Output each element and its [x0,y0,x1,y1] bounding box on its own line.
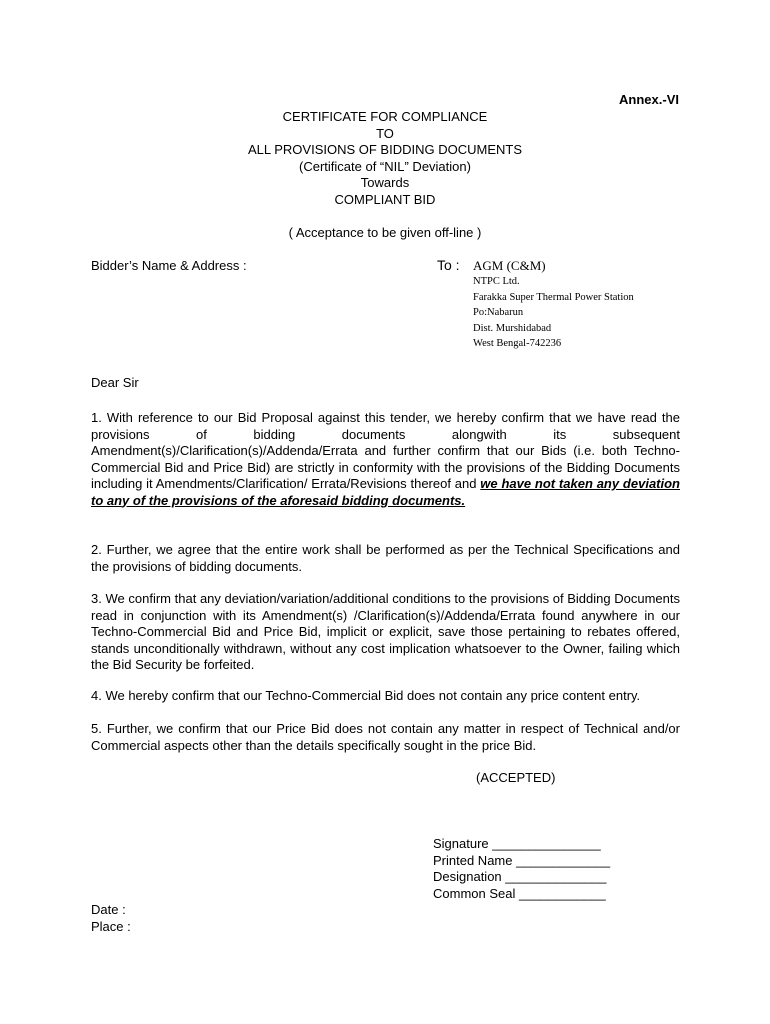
title-line: ALL PROVISIONS OF BIDDING DOCUMENTS [247,142,522,157]
paragraph-1-text: 1. With reference to our Bid Proposal against this tender, we hereby confirm that we have read the provisions of bidding documents alongwith its subsequent Amendment(s)/Clarification(s)/Addenda/Errata and further confirm that our Bids (i.e. both Techno-Commercial Bid and Price Bid) are strictly in conformity with the provisions of the Bidding Documents including it Amendments/Clarification/ Errata/Revisions thereof and [91,410,680,491]
paragraph-5: 5. Further, we confirm that our Price Bid does not contain any matter in respect of Technical and/or Commercial aspects other than the details specifically sought in the price Bid. [91,721,680,753]
certificate-title [0,109,770,208]
place-label: Place : [91,918,131,934]
common-seal-line: Common Seal ____________ [433,885,606,901]
address-line: NTPC Ltd. [473,276,520,287]
salutation: Dear Sir [91,375,139,390]
bidder-name-address-label: Bidder’s Name & Address : [91,258,247,273]
paragraph-4: 4. We hereby confirm that our Techno-Commercial Bid does not contain any price content entry. [91,688,641,703]
title-line: TO [376,125,394,141]
date-place-block [91,902,131,935]
title-line: CERTIFICATE FOR COMPLIANCE [282,109,488,124]
address-line: Farakka Super Thermal Power Station [473,291,634,303]
to-label: To : [437,257,460,273]
date-label: Date : [91,902,126,917]
title-line: Towards [360,175,410,190]
paragraph-3: 3. We confirm that any deviation/variation/additional conditions to the provisions of Bidding Documents read in conjunction with its Amendment(s) /Clarification(s)/Addenda/Errata found anywhere in our Techno-Commercial Bid and Price Bid, implicit or explicit, save those pertaining to rebates offered, stands unconditionally withdrawn, without any cost implication whatsoever to the Owner, failing which the Bid Security be forfeited. [91,591,680,672]
recipient-address [473,274,634,352]
printed-name-line: Printed Name _____________ [433,852,611,868]
annex-label: Annex.-VI [619,92,679,107]
offline-note: ( Acceptance to be given off-line ) [288,225,482,240]
title-line: (Certificate of “NIL” Deviation) [299,158,471,174]
recipient-name: AGM (C&M) [473,258,546,273]
address-line: Dist. Murshidabad [473,322,552,334]
accepted-label: (ACCEPTED) [476,770,556,785]
address-line: West Bengal-742236 [473,338,562,349]
title-line: COMPLIANT BID [334,191,436,207]
paragraph-1 [91,410,680,509]
designation-line: Designation ______________ [433,869,607,884]
paragraph-1-emphasis: we have not taken any deviation to any of the provisions of the aforesaid bidding documents. [91,476,680,508]
address-line: Po:Nabarun [473,307,524,318]
signature-line: Signature _______________ [433,836,601,851]
signature-block [433,836,610,902]
paragraph-2: 2. Further, we agree that the entire work shall be performed as per the Technical Specifications and the provisions of bidding documents. [91,542,680,574]
